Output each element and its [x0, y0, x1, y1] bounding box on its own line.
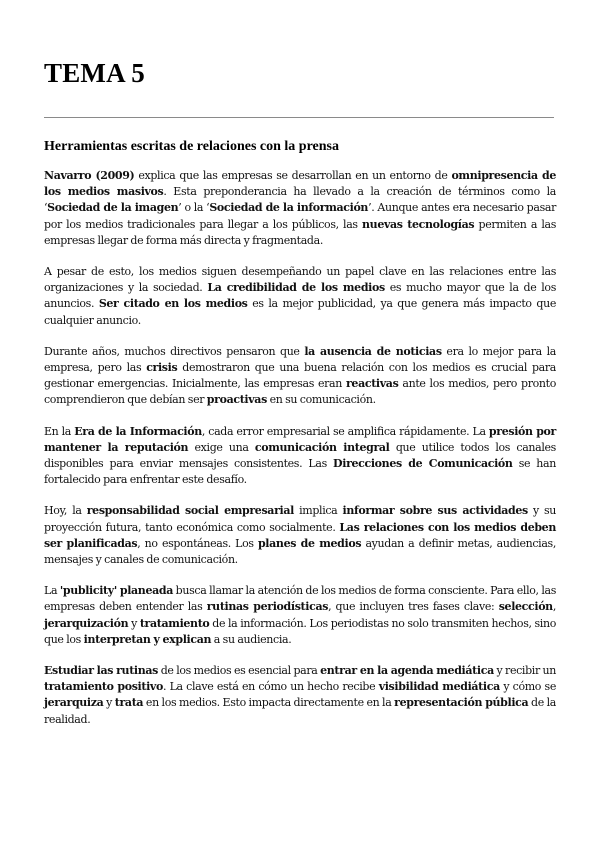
horizontal-divider — [44, 117, 554, 118]
bold-text: rutinas periodísticas — [206, 600, 329, 614]
bold-text: Era de la Información — [74, 424, 202, 438]
bold-text: la ausencia de noticias — [304, 344, 442, 358]
text-run: es mucho mayor que la de los anuncios. — [44, 281, 557, 311]
paragraph — [44, 168, 556, 249]
text-run: y cómo se — [499, 680, 556, 694]
bold-text: informar sobre sus actividades — [342, 504, 528, 518]
text-run: era lo mejor para la empresa, pero las — [44, 344, 557, 375]
text-run: en los medios. Esto impacta directamente en la — [143, 696, 395, 710]
bold-text: Estudiar las rutinas — [44, 664, 159, 678]
bold-text: planes de medios — [257, 536, 362, 550]
text-run: implica — [293, 504, 343, 518]
bold-text: jerarquiza — [44, 696, 104, 710]
paragraph — [44, 503, 556, 568]
text-run: , que incluyen tres fases clave: — [328, 600, 499, 614]
bold-text: tratamiento positivo — [44, 680, 163, 694]
text-run: ante los medios, pero pronto comprendieron que debían ser — [44, 377, 556, 407]
text-run: es la mejor publicidad, ya que genera más impacto que cualquier anuncio. — [44, 297, 556, 327]
section-heading: Herramientas escritas de relaciones con la prensa — [44, 139, 339, 154]
text-run: ’ o la ‘ — [178, 201, 210, 215]
bold-text: representación pública — [394, 696, 529, 710]
text-run: exige una — [188, 440, 255, 454]
text-run: . Esta preponderancia ha llevado a la creación de términos como la ‘ — [44, 185, 556, 215]
paragraph — [44, 344, 556, 409]
bold-text: tratamiento — [139, 616, 210, 630]
bold-text: jerarquización — [44, 616, 129, 630]
bold-text: trata — [114, 696, 144, 710]
text-run: explica que las empresas se desarrollan en un entorno de — [134, 169, 452, 182]
text-run: a su audiencia. — [211, 632, 292, 646]
paragraph — [44, 264, 556, 329]
text-run: busca llamar la atención de los medios de forma consciente. Para ello, las empresas deben entender las — [44, 584, 557, 614]
text-run: de la información. Los periodistas no solo transmiten hechos, sino que los — [44, 616, 556, 646]
paragraph — [44, 583, 556, 648]
text-run: demostraron que una buena relación con los medios es crucial para gestionar emergencias. Inicialmente, las empresas eran — [44, 361, 557, 391]
text-run: ayudan a definir metas, audiencias, mensajes y canales de comunicación. — [44, 536, 556, 567]
bold-text: crisis — [146, 361, 178, 375]
text-run: , cada error empresarial se amplifica rápidamente. La — [201, 424, 489, 438]
text-run: Hoy, la — [44, 504, 87, 518]
text-run: de la realidad. — [44, 696, 556, 726]
text-run: , — [552, 600, 556, 614]
text-run: La — [44, 584, 60, 598]
bold-text: Direcciones de Comunicación — [333, 457, 513, 471]
paragraph — [44, 663, 556, 728]
bold-text: La credibilidad de los medios — [207, 281, 385, 295]
bold-text: Sociedad de la imagen — [47, 201, 179, 215]
text-run: A pesar de esto, los medios siguen desempeñando un papel clave en las relaciones entre las organizaciones y la sociedad. — [44, 265, 556, 295]
text-run: , no espontáneas. Los — [137, 536, 258, 550]
text-run: . La clave está en cómo un hecho recibe — [162, 680, 379, 694]
bold-text: Ser citado en los medios — [98, 297, 248, 311]
text-run: ’. Aunque antes era necesario pasar por los medios tradicionales para llegar a los públicos, las — [44, 201, 556, 231]
bold-text: nuevas tecnologías — [362, 217, 475, 231]
bold-text: reactivas — [345, 377, 399, 391]
bold-text: visibilidad mediática — [378, 680, 500, 694]
text-run: En la — [44, 424, 75, 438]
text-run: y su proyección futura, tanto económica como socialmente. — [44, 504, 556, 534]
text-run: permiten a las empresas llegar de forma más directa y fragmentada. — [44, 217, 556, 247]
bold-text: Las relaciones con los medios deben ser planificadas — [44, 520, 556, 550]
text-run: y — [128, 616, 140, 630]
text-run: se han fortalecido para enfrentar este desafío. — [44, 457, 556, 487]
text-run: Durante años, muchos directivos pensaron que — [44, 344, 305, 358]
body-text — [44, 168, 556, 743]
bold-text: 'publicity' planeada — [59, 584, 173, 598]
bold-text: proactivas — [206, 393, 267, 407]
bold-text: selección — [498, 600, 553, 614]
page-title: TEMA 5 — [44, 58, 145, 88]
bold-text: responsabilidad social empresarial — [86, 504, 294, 518]
bold-text: Navarro (2009) — [44, 169, 135, 182]
text-run: que utilice todos los canales disponibles para enviar mensajes consistentes. Las — [44, 440, 556, 471]
text-run: de los medios es esencial para — [158, 664, 321, 678]
text-run: en su comunicación. — [266, 393, 376, 407]
bold-text: entrar en la agenda mediática — [320, 664, 494, 678]
text-run: y recibir un — [493, 664, 556, 678]
text-run: y — [103, 696, 115, 710]
bold-text: comunicación integral — [254, 440, 390, 454]
bold-text: interpretan y explican — [83, 632, 212, 646]
bold-text: presión por mantener la reputación — [44, 424, 556, 454]
bold-text: omnipresencia de los medios masivos — [44, 169, 556, 199]
paragraph — [44, 424, 556, 489]
bold-text: Sociedad de la información — [209, 201, 369, 215]
